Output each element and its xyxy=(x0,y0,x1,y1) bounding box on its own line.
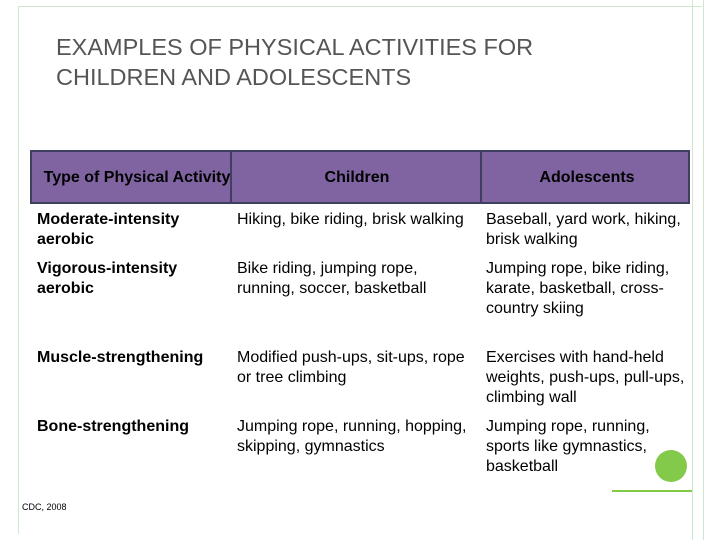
table-header-row xyxy=(30,150,690,204)
header-divider xyxy=(480,152,482,202)
green-circle-decoration xyxy=(655,450,687,482)
row-3-adolescents: Exercises with hand-held weights, push-ups, pull-ups, climbing wall xyxy=(486,349,685,406)
header-children: Children xyxy=(324,168,390,186)
row-4-adolescents: Jumping rope, running, sports like gymnastics, basketball xyxy=(486,418,650,475)
row-2-type: Vigorous-intensity aerobic xyxy=(37,260,178,297)
frame-left-line xyxy=(18,6,19,534)
row-2-children: Bike riding, jumping rope, running, soccer, basketball xyxy=(237,260,427,297)
right-decor-band xyxy=(692,0,704,540)
row-3-children: Modified push-ups, sit-ups, rope or tree climbing xyxy=(237,349,465,386)
source-citation: CDC, 2008 xyxy=(22,502,67,512)
row-4-children: Jumping rope, running, hopping, skipping, gymnastics xyxy=(237,418,467,455)
header-adolescents: Adolescents xyxy=(539,168,635,186)
frame-top-line xyxy=(18,6,702,7)
row-2-adolescents: Jumping rope, bike riding, karate, basketball, cross-country skiing xyxy=(486,260,670,317)
header-divider xyxy=(230,152,232,202)
row-1-type: Moderate-intensity aerobic xyxy=(37,211,180,248)
slide-title-line-2: CHILDREN AND ADOLESCENTS xyxy=(56,64,412,90)
slide-title-line-1: EXAMPLES OF PHYSICAL ACTIVITIES FOR xyxy=(56,34,534,60)
slide-title xyxy=(56,32,656,92)
row-3-type: Muscle-strengthening xyxy=(37,349,204,366)
green-line-decoration xyxy=(612,490,692,492)
row-1-adolescents: Baseball, yard work, hiking, brisk walking xyxy=(486,211,681,248)
row-1-children: Hiking, bike riding, brisk walking xyxy=(237,211,464,228)
row-4-type: Bone-strengthening xyxy=(37,418,189,435)
header-type: Type of Physical Activity xyxy=(43,168,231,186)
